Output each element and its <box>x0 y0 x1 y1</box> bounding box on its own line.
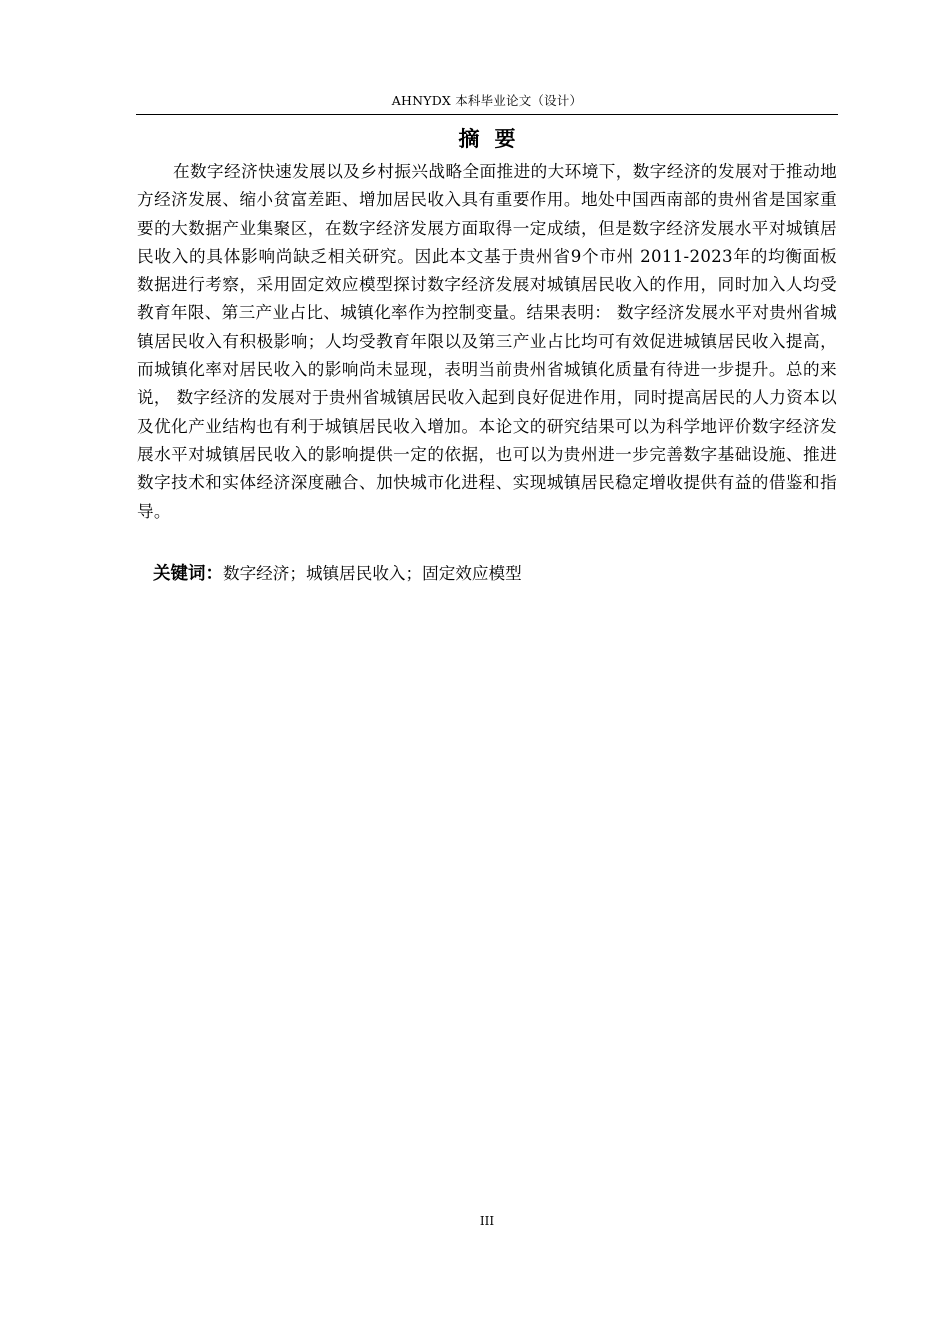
abstract-title: 摘要 <box>458 127 531 151</box>
header-divider <box>136 114 838 115</box>
page-number: III <box>479 1214 495 1228</box>
keywords-value: 数字经济；城镇居民收入；固定效应模型 <box>223 564 522 583</box>
running-header: AHNYDX 本科毕业论文（设计） <box>391 93 583 108</box>
keywords-label: 关键词： <box>153 564 223 584</box>
abstract-body: 在数字经济快速发展以及乡村振兴战略全面推进的大环境下，数字经济的发展对于推动地方经济发展、缩小贫富差距、增加居民收入具有重要作用。地处中国西南部的贵州省是国家重要的大数据产业集聚区，在数字经济发展方面取得一定成绩，但是数字经济发展水平对城镇居民收入的具体影响尚缺乏相关研究。因此本文基于贵州省9个市州 2011-2023年的均衡面板数据进行考察，采用固定效应模型探讨数字经济发展对城镇居民收入的作用，同时加入人均受教育年限、第三产业占比、城镇化率作为控制变量。结果表明： 数字经济发展水平对贵州省城镇居民收入有积极影响；人均受教育年限以及第三产业占比均可有效促进城镇居民收入提高，而城镇化率对居民收入的影响尚未显现，表明当前贵州省城镇化质量有待进一步提升。总的来说， 数字经济的发展对于贵州省城镇居民收入起到良好促进作用，同时提高居民的人力资本以及优化产业结构也有利于城镇居民收入增加。本论文的研究结果可以为科学地评价数字经济发展水平对城镇居民收入的影响提供一定的依据，也可以为贵州进一步完善数字基础设施、推进数字技术和实体经济深度融合、加快城市化进程、实现城镇居民稳定增收提供有益的借鉴和指导。 <box>137 162 837 521</box>
keywords-line <box>153 560 837 588</box>
